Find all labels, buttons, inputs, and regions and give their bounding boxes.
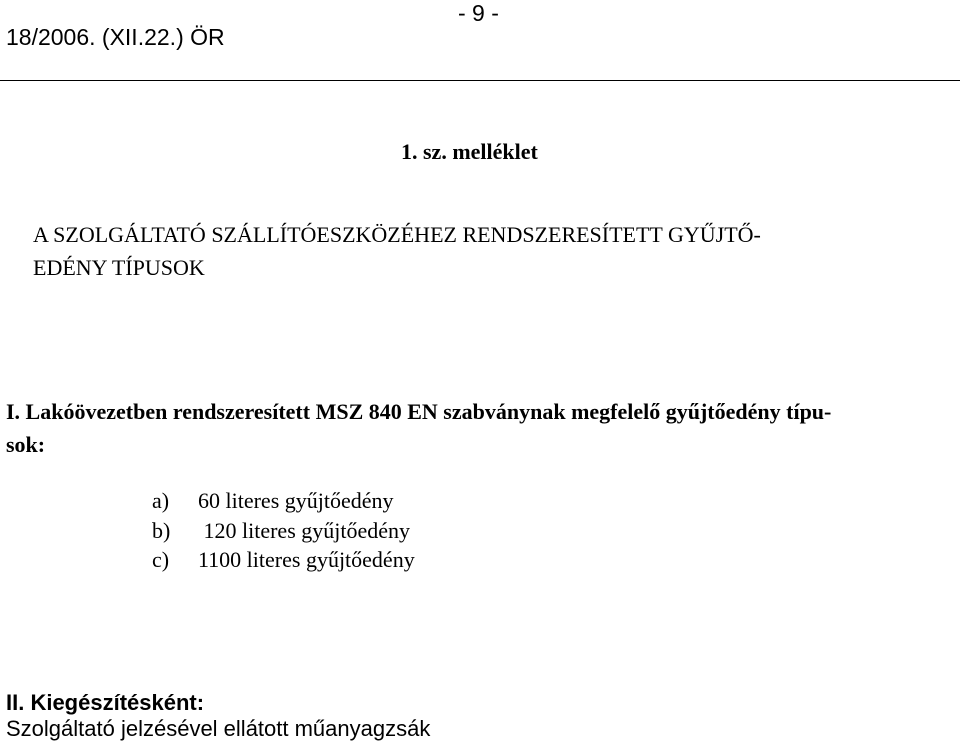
list-item-text: 120 literes gyűjtőedény [198,517,411,543]
list-item [152,516,415,546]
section-2-heading: II. Kiegészítésként: [6,690,205,715]
list-item-text: 60 literes gyűjtőedény [198,488,394,513]
header-divider [0,80,960,81]
header-document-reference: 18/2006. (XII.22.) ÖR [6,24,225,50]
list-item [152,545,415,575]
list-item-marker: c) [152,547,170,572]
list-item-marker: a) [152,488,170,513]
header-page-number: - 9 - [458,0,499,26]
list-item-text: 1100 literes gyűjtőedény [198,547,415,572]
list-item-marker: b) [152,517,171,543]
container-type-list [152,486,415,575]
list-item [152,486,415,516]
section-2-text-line: Szolgáltató jelzésével ellátott műanyagzsák [6,716,431,741]
document-title-line-2: EDÉNY TÍPUSOK [33,255,205,280]
document-title-line-1: A SZOLGÁLTATÓ SZÁLLÍTÓESZKÖZÉHEZ RENDSZERESÍTETT GYŰJTŐ- [33,222,761,247]
section-1-heading-line-2: sok: [6,432,46,457]
section-1-heading-line-1: I. Lakóövezetben rendszeresített MSZ 840 EN szabványnak megfelelő gyűjtőedény típu- [6,399,832,424]
annex-label: 1. sz. melléklet [401,139,538,164]
